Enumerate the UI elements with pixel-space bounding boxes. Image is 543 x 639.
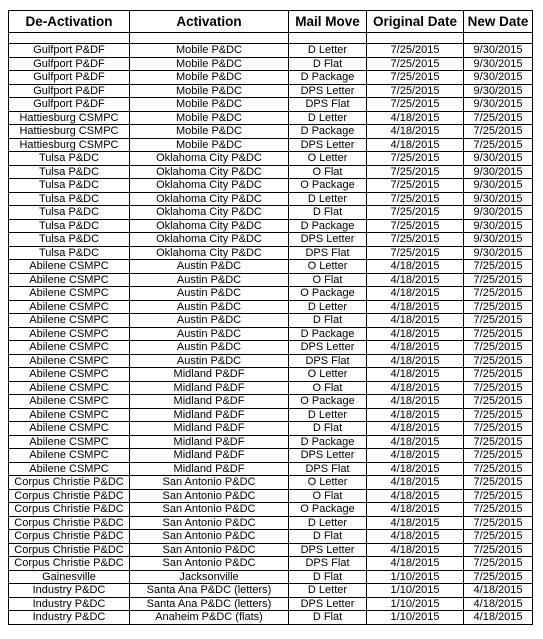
table-row (9, 449, 533, 463)
mail-move-cell: D Package (289, 435, 367, 449)
mail-move-cell: O Letter (289, 260, 367, 274)
original-date-cell: 7/25/2015 (367, 152, 464, 166)
mail-move-schedule-table-container (8, 10, 533, 625)
table-row (9, 71, 533, 85)
new-date-cell: 9/30/2015 (464, 57, 533, 71)
new-date-cell: 7/25/2015 (464, 408, 533, 422)
table-row (9, 246, 533, 260)
table-row (9, 570, 533, 584)
activation-cell: Austin P&DC (130, 354, 289, 368)
blank-cell (289, 33, 367, 44)
deactivation-cell: Gainesville (9, 570, 130, 584)
table-row (9, 152, 533, 166)
mail-move-cell: DPS Flat (289, 354, 367, 368)
table-row (9, 125, 533, 139)
new-date-cell: 4/18/2015 (464, 597, 533, 611)
activation-cell: San Antonio P&DC (130, 476, 289, 490)
mail-move-cell: D Flat (289, 422, 367, 436)
activation-cell: Austin P&DC (130, 327, 289, 341)
table-row (9, 260, 533, 274)
mail-move-cell: O Package (289, 503, 367, 517)
table-row (9, 462, 533, 476)
new-date-cell: 7/25/2015 (464, 287, 533, 301)
header-deactivation: De-Activation (9, 11, 130, 33)
mail-move-cell: O Flat (289, 489, 367, 503)
header-activation: Activation (130, 11, 289, 33)
mail-move-cell: DPS Letter (289, 543, 367, 557)
original-date-cell: 4/18/2015 (367, 395, 464, 409)
deactivation-cell: Tulsa P&DC (9, 152, 130, 166)
table-row (9, 219, 533, 233)
table-row (9, 435, 533, 449)
new-date-cell: 7/25/2015 (464, 516, 533, 530)
activation-cell: Mobile P&DC (130, 84, 289, 98)
new-date-cell: 7/25/2015 (464, 354, 533, 368)
original-date-cell: 7/25/2015 (367, 179, 464, 193)
deactivation-cell: Abilene CSMPC (9, 395, 130, 409)
original-date-cell: 4/18/2015 (367, 368, 464, 382)
blank-cell (367, 33, 464, 44)
table-row (9, 503, 533, 517)
deactivation-cell: Abilene CSMPC (9, 273, 130, 287)
new-date-cell: 4/18/2015 (464, 611, 533, 625)
activation-cell: Oklahoma City P&DC (130, 165, 289, 179)
new-date-cell: 9/30/2015 (464, 98, 533, 112)
original-date-cell: 4/18/2015 (367, 381, 464, 395)
new-date-cell: 9/30/2015 (464, 219, 533, 233)
activation-cell: Mobile P&DC (130, 44, 289, 58)
mail-move-cell: D Letter (289, 111, 367, 125)
table-row (9, 192, 533, 206)
deactivation-cell: Gulfport P&DF (9, 84, 130, 98)
mail-move-cell: DPS Letter (289, 233, 367, 247)
activation-cell: Midland P&DF (130, 395, 289, 409)
table-row (9, 111, 533, 125)
original-date-cell: 4/18/2015 (367, 260, 464, 274)
original-date-cell: 4/18/2015 (367, 422, 464, 436)
mail-move-cell: DPS Flat (289, 246, 367, 260)
new-date-cell: 9/30/2015 (464, 71, 533, 85)
deactivation-cell: Tulsa P&DC (9, 219, 130, 233)
table-row (9, 341, 533, 355)
activation-cell: Oklahoma City P&DC (130, 233, 289, 247)
header-new-date: New Date (464, 11, 533, 33)
original-date-cell: 7/25/2015 (367, 192, 464, 206)
mail-move-cell: D Flat (289, 57, 367, 71)
table-row (9, 300, 533, 314)
new-date-cell: 7/25/2015 (464, 300, 533, 314)
deactivation-cell: Gulfport P&DF (9, 44, 130, 58)
deactivation-cell: Abilene CSMPC (9, 341, 130, 355)
original-date-cell: 4/18/2015 (367, 543, 464, 557)
original-date-cell: 4/18/2015 (367, 449, 464, 463)
table-row (9, 57, 533, 71)
deactivation-cell: Tulsa P&DC (9, 246, 130, 260)
deactivation-cell: Gulfport P&DF (9, 57, 130, 71)
new-date-cell: 7/25/2015 (464, 462, 533, 476)
activation-cell: Midland P&DF (130, 462, 289, 476)
deactivation-cell: Gulfport P&DF (9, 98, 130, 112)
table-row (9, 165, 533, 179)
new-date-cell: 7/25/2015 (464, 368, 533, 382)
mail-move-cell: D Letter (289, 192, 367, 206)
mail-move-cell: DPS Letter (289, 341, 367, 355)
original-date-cell: 4/18/2015 (367, 435, 464, 449)
activation-cell: Oklahoma City P&DC (130, 246, 289, 260)
new-date-cell: 7/25/2015 (464, 489, 533, 503)
original-date-cell: 7/25/2015 (367, 219, 464, 233)
deactivation-cell: Corpus Christie P&DC (9, 489, 130, 503)
mail-move-cell: O Flat (289, 381, 367, 395)
deactivation-cell: Abilene CSMPC (9, 354, 130, 368)
new-date-cell: 7/25/2015 (464, 395, 533, 409)
mail-move-cell: D Letter (289, 584, 367, 598)
activation-cell: Oklahoma City P&DC (130, 206, 289, 220)
deactivation-cell: Abilene CSMPC (9, 314, 130, 328)
deactivation-cell: Corpus Christie P&DC (9, 503, 130, 517)
original-date-cell: 7/25/2015 (367, 98, 464, 112)
mail-move-cell: DPS Letter (289, 138, 367, 152)
new-date-cell: 7/25/2015 (464, 327, 533, 341)
activation-cell: Austin P&DC (130, 260, 289, 274)
new-date-cell: 7/25/2015 (464, 341, 533, 355)
table-row (9, 543, 533, 557)
mail-move-cell: DPS Letter (289, 84, 367, 98)
table-row (9, 44, 533, 58)
table-row (9, 611, 533, 625)
new-date-cell: 9/30/2015 (464, 152, 533, 166)
new-date-cell: 7/25/2015 (464, 111, 533, 125)
mail-move-cell: DPS Flat (289, 557, 367, 571)
activation-cell: Austin P&DC (130, 314, 289, 328)
activation-cell: Austin P&DC (130, 300, 289, 314)
table-row (9, 98, 533, 112)
mail-move-cell: D Letter (289, 300, 367, 314)
mail-move-cell: O Flat (289, 165, 367, 179)
deactivation-cell: Abilene CSMPC (9, 435, 130, 449)
deactivation-cell: Corpus Christie P&DC (9, 476, 130, 490)
table-row (9, 597, 533, 611)
deactivation-cell: Tulsa P&DC (9, 206, 130, 220)
mail-move-cell: D Letter (289, 408, 367, 422)
mail-move-cell: DPS Letter (289, 597, 367, 611)
mail-move-schedule-table (8, 10, 533, 625)
new-date-cell: 4/18/2015 (464, 584, 533, 598)
deactivation-cell: Abilene CSMPC (9, 368, 130, 382)
new-date-cell: 9/30/2015 (464, 246, 533, 260)
original-date-cell: 1/10/2015 (367, 611, 464, 625)
activation-cell: Jacksonville (130, 570, 289, 584)
new-date-cell: 7/25/2015 (464, 503, 533, 517)
deactivation-cell: Abilene CSMPC (9, 287, 130, 301)
deactivation-cell: Corpus Christie P&DC (9, 543, 130, 557)
deactivation-cell: Abilene CSMPC (9, 260, 130, 274)
mail-move-cell: D Flat (289, 570, 367, 584)
new-date-cell: 7/25/2015 (464, 273, 533, 287)
original-date-cell: 4/18/2015 (367, 516, 464, 530)
table-row (9, 422, 533, 436)
header-row (9, 11, 533, 33)
deactivation-cell: Corpus Christie P&DC (9, 516, 130, 530)
original-date-cell: 4/18/2015 (367, 489, 464, 503)
mail-move-cell: O Flat (289, 273, 367, 287)
table-row (9, 206, 533, 220)
mail-move-cell: D Package (289, 125, 367, 139)
deactivation-cell: Gulfport P&DF (9, 71, 130, 85)
table-row (9, 476, 533, 490)
new-date-cell: 9/30/2015 (464, 179, 533, 193)
mail-move-cell: DPS Letter (289, 449, 367, 463)
blank-cell (130, 33, 289, 44)
original-date-cell: 1/10/2015 (367, 570, 464, 584)
original-date-cell: 7/25/2015 (367, 206, 464, 220)
table-row (9, 287, 533, 301)
activation-cell: Santa Ana P&DC (letters) (130, 597, 289, 611)
new-date-cell: 7/25/2015 (464, 381, 533, 395)
table-row (9, 138, 533, 152)
deactivation-cell: Abilene CSMPC (9, 300, 130, 314)
deactivation-cell: Industry P&DC (9, 597, 130, 611)
original-date-cell: 4/18/2015 (367, 557, 464, 571)
deactivation-cell: Hattiesburg CSMPC (9, 111, 130, 125)
activation-cell: Mobile P&DC (130, 71, 289, 85)
new-date-cell: 7/25/2015 (464, 125, 533, 139)
table-row (9, 408, 533, 422)
new-date-cell: 7/25/2015 (464, 476, 533, 490)
new-date-cell: 7/25/2015 (464, 530, 533, 544)
activation-cell: San Antonio P&DC (130, 543, 289, 557)
new-date-cell: 7/25/2015 (464, 435, 533, 449)
new-date-cell: 7/25/2015 (464, 314, 533, 328)
table-row (9, 314, 533, 328)
original-date-cell: 4/18/2015 (367, 111, 464, 125)
activation-cell: San Antonio P&DC (130, 530, 289, 544)
original-date-cell: 7/25/2015 (367, 44, 464, 58)
deactivation-cell: Tulsa P&DC (9, 165, 130, 179)
table-row (9, 84, 533, 98)
deactivation-cell: Abilene CSMPC (9, 327, 130, 341)
new-date-cell: 7/25/2015 (464, 260, 533, 274)
new-date-cell: 9/30/2015 (464, 192, 533, 206)
table-row (9, 530, 533, 544)
blank-cell (464, 33, 533, 44)
activation-cell: Austin P&DC (130, 273, 289, 287)
activation-cell: San Antonio P&DC (130, 489, 289, 503)
mail-move-cell: O Letter (289, 368, 367, 382)
new-date-cell: 9/30/2015 (464, 44, 533, 58)
original-date-cell: 7/25/2015 (367, 57, 464, 71)
table-row (9, 368, 533, 382)
original-date-cell: 7/25/2015 (367, 246, 464, 260)
deactivation-cell: Corpus Christie P&DC (9, 530, 130, 544)
mail-move-cell: D Flat (289, 206, 367, 220)
activation-cell: Oklahoma City P&DC (130, 152, 289, 166)
table-row (9, 516, 533, 530)
original-date-cell: 4/18/2015 (367, 314, 464, 328)
table-row (9, 233, 533, 247)
activation-cell: Austin P&DC (130, 341, 289, 355)
original-date-cell: 7/25/2015 (367, 165, 464, 179)
deactivation-cell: Abilene CSMPC (9, 422, 130, 436)
activation-cell: San Antonio P&DC (130, 557, 289, 571)
new-date-cell: 7/25/2015 (464, 543, 533, 557)
activation-cell: Midland P&DF (130, 368, 289, 382)
original-date-cell: 4/18/2015 (367, 408, 464, 422)
deactivation-cell: Tulsa P&DC (9, 233, 130, 247)
mail-move-cell: D Package (289, 71, 367, 85)
new-date-cell: 9/30/2015 (464, 84, 533, 98)
deactivation-cell: Abilene CSMPC (9, 462, 130, 476)
original-date-cell: 4/18/2015 (367, 503, 464, 517)
new-date-cell: 7/25/2015 (464, 449, 533, 463)
deactivation-cell: Corpus Christie P&DC (9, 557, 130, 571)
new-date-cell: 7/25/2015 (464, 570, 533, 584)
deactivation-cell: Industry P&DC (9, 611, 130, 625)
original-date-cell: 4/18/2015 (367, 138, 464, 152)
original-date-cell: 4/18/2015 (367, 462, 464, 476)
original-date-cell: 4/18/2015 (367, 341, 464, 355)
deactivation-cell: Abilene CSMPC (9, 449, 130, 463)
original-date-cell: 7/25/2015 (367, 84, 464, 98)
activation-cell: Midland P&DF (130, 408, 289, 422)
deactivation-cell: Tulsa P&DC (9, 179, 130, 193)
deactivation-cell: Hattiesburg CSMPC (9, 125, 130, 139)
mail-move-cell: D Letter (289, 44, 367, 58)
new-date-cell: 9/30/2015 (464, 165, 533, 179)
activation-cell: Midland P&DF (130, 381, 289, 395)
header-mail-move: Mail Move (289, 11, 367, 33)
original-date-cell: 7/25/2015 (367, 233, 464, 247)
table-row (9, 327, 533, 341)
activation-cell: Oklahoma City P&DC (130, 219, 289, 233)
table-row (9, 354, 533, 368)
activation-cell: Oklahoma City P&DC (130, 179, 289, 193)
activation-cell: Midland P&DF (130, 435, 289, 449)
mail-move-cell: D Flat (289, 611, 367, 625)
deactivation-cell: Hattiesburg CSMPC (9, 138, 130, 152)
table-row (9, 395, 533, 409)
new-date-cell: 7/25/2015 (464, 422, 533, 436)
blank-cell (9, 33, 130, 44)
activation-cell: Mobile P&DC (130, 98, 289, 112)
mail-move-cell: D Flat (289, 314, 367, 328)
mail-move-cell: DPS Flat (289, 98, 367, 112)
deactivation-cell: Abilene CSMPC (9, 408, 130, 422)
original-date-cell: 4/18/2015 (367, 327, 464, 341)
activation-cell: San Antonio P&DC (130, 503, 289, 517)
original-date-cell: 4/18/2015 (367, 287, 464, 301)
original-date-cell: 4/18/2015 (367, 125, 464, 139)
mail-move-cell: O Package (289, 179, 367, 193)
header-original-date: Original Date (367, 11, 464, 33)
mail-move-cell: DPS Flat (289, 462, 367, 476)
deactivation-cell: Abilene CSMPC (9, 381, 130, 395)
activation-cell: Oklahoma City P&DC (130, 192, 289, 206)
deactivation-cell: Industry P&DC (9, 584, 130, 598)
new-date-cell: 7/25/2015 (464, 557, 533, 571)
activation-cell: Midland P&DF (130, 422, 289, 436)
activation-cell: San Antonio P&DC (130, 516, 289, 530)
mail-move-cell: O Letter (289, 152, 367, 166)
mail-move-cell: D Flat (289, 530, 367, 544)
table-row (9, 179, 533, 193)
activation-cell: Santa Ana P&DC (letters) (130, 584, 289, 598)
original-date-cell: 7/25/2015 (367, 71, 464, 85)
activation-cell: Mobile P&DC (130, 125, 289, 139)
activation-cell: Anaheim P&DC (flats) (130, 611, 289, 625)
mail-move-cell: O Package (289, 287, 367, 301)
mail-move-cell: O Package (289, 395, 367, 409)
activation-cell: Mobile P&DC (130, 111, 289, 125)
new-date-cell: 9/30/2015 (464, 233, 533, 247)
mail-move-cell: O Letter (289, 476, 367, 490)
new-date-cell: 7/25/2015 (464, 138, 533, 152)
table-body (9, 33, 533, 625)
table-row (9, 584, 533, 598)
original-date-cell: 4/18/2015 (367, 354, 464, 368)
original-date-cell: 4/18/2015 (367, 273, 464, 287)
new-date-cell: 9/30/2015 (464, 206, 533, 220)
table-row (9, 273, 533, 287)
deactivation-cell: Tulsa P&DC (9, 192, 130, 206)
original-date-cell: 1/10/2015 (367, 584, 464, 598)
mail-move-cell: D Package (289, 327, 367, 341)
mail-move-cell: D Letter (289, 516, 367, 530)
table-row (9, 557, 533, 571)
original-date-cell: 1/10/2015 (367, 597, 464, 611)
activation-cell: Mobile P&DC (130, 138, 289, 152)
activation-cell: Austin P&DC (130, 287, 289, 301)
table-row (9, 489, 533, 503)
activation-cell: Mobile P&DC (130, 57, 289, 71)
mail-move-cell: D Package (289, 219, 367, 233)
original-date-cell: 4/18/2015 (367, 476, 464, 490)
activation-cell: Midland P&DF (130, 449, 289, 463)
original-date-cell: 4/18/2015 (367, 300, 464, 314)
blank-row (9, 33, 533, 44)
original-date-cell: 4/18/2015 (367, 530, 464, 544)
table-row (9, 381, 533, 395)
